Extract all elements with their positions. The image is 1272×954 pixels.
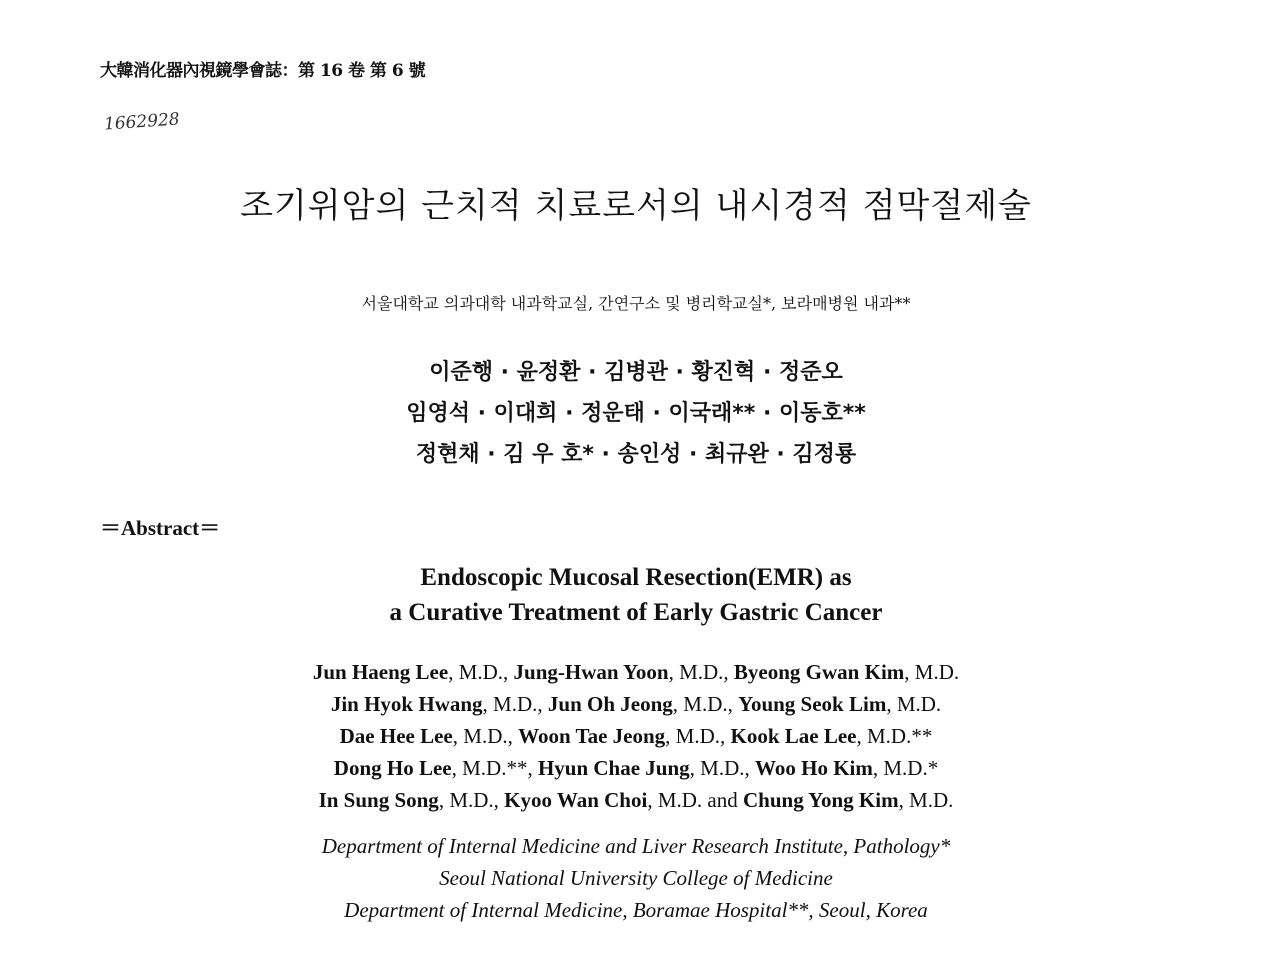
- english-author-line: [0, 784, 1272, 816]
- author-name: In Sung Song: [318, 788, 439, 812]
- affiliation-line: Department of Internal Medicine, Boramae Hospital**, Seoul, Korea: [344, 898, 928, 922]
- author-degree: , M.D.,: [689, 756, 756, 780]
- english-affiliations: [0, 830, 1272, 926]
- author-name: Jung-Hwan Yoon: [513, 660, 669, 684]
- author-name: Woo Ho Kim: [755, 756, 873, 780]
- english-author-line: [0, 752, 1272, 784]
- author-name: Hyun Chae Jung: [537, 756, 690, 780]
- author-name: Dong Ho Lee: [333, 756, 452, 780]
- author-name: Chung Yong Kim: [742, 788, 899, 812]
- author-degree: , M.D.,: [665, 724, 731, 748]
- korean-author-list: [0, 352, 1272, 475]
- korean-affiliation: 서울대학교 의과대학 내과학교실, 간연구소 및 병리학교실*, 보라매병원 내과**: [361, 294, 911, 313]
- author-degree: , M.D. and: [647, 788, 743, 812]
- english-title-line: a Curative Treatment of Early Gastric Cancer: [389, 599, 883, 626]
- english-title: [0, 560, 1272, 630]
- author-degree: , M.D.**,: [451, 756, 538, 780]
- author-degree: , M.D.,: [438, 788, 505, 812]
- author-name: Jun Haeng Lee: [312, 660, 449, 684]
- author-name: Dae Hee Lee: [339, 724, 453, 748]
- korean-author-line: 이준행 · 윤정환 · 김병관 · 황진혁 · 정준오: [429, 360, 843, 385]
- author-degree: , M.D.: [898, 788, 954, 812]
- author-name: Jun Oh Jeong: [547, 692, 673, 716]
- author-degree: , M.D.,: [452, 724, 519, 748]
- author-degree: , M.D.,: [482, 692, 548, 716]
- journal-header: 大韓消化器內視鏡學會誌：第 16 卷 第 6 號: [100, 61, 426, 81]
- english-title-line: Endoscopic Mucosal Resection(EMR) as: [420, 564, 852, 591]
- author-degree: , M.D.,: [672, 692, 739, 716]
- author-name: Woon Tae Jeong: [518, 724, 666, 748]
- author-name: Byeong Gwan Kim: [733, 660, 905, 684]
- author-degree: , M.D.,: [668, 660, 734, 684]
- author-name: Young Seok Lim: [738, 692, 887, 716]
- author-degree: , M.D.: [904, 660, 960, 684]
- english-author-line: [0, 720, 1272, 752]
- affiliation-line: Department of Internal Medicine and Liver Research Institute, Pathology*: [321, 834, 951, 858]
- abstract-heading: ＝Abstract＝: [100, 516, 221, 540]
- affiliation-line: Seoul National University College of Medicine: [439, 866, 833, 890]
- korean-title: 조기위암의 근치적 치료로서의 내시경적 점막절제술: [240, 186, 1032, 226]
- korean-author-line: 정현채 · 김 우 호* · 송인성 · 최규완 · 김정룡: [415, 442, 857, 467]
- english-author-line: [0, 656, 1272, 688]
- author-degree: , M.D.*: [872, 756, 939, 780]
- author-degree: , M.D.**: [856, 724, 933, 748]
- english-author-line: [0, 688, 1272, 720]
- author-degree: , M.D.,: [448, 660, 514, 684]
- korean-author-line: 임영석 · 이대희 · 정운태 · 이국래** · 이동호**: [406, 401, 866, 426]
- author-name: Kook Lae Lee: [730, 724, 857, 748]
- author-degree: , M.D.: [886, 692, 942, 716]
- english-author-list: [0, 656, 1272, 816]
- author-name: Jin Hyok Hwang: [330, 692, 483, 716]
- handwritten-id: 1662928: [103, 109, 181, 135]
- author-name: Kyoo Wan Choi: [504, 788, 648, 812]
